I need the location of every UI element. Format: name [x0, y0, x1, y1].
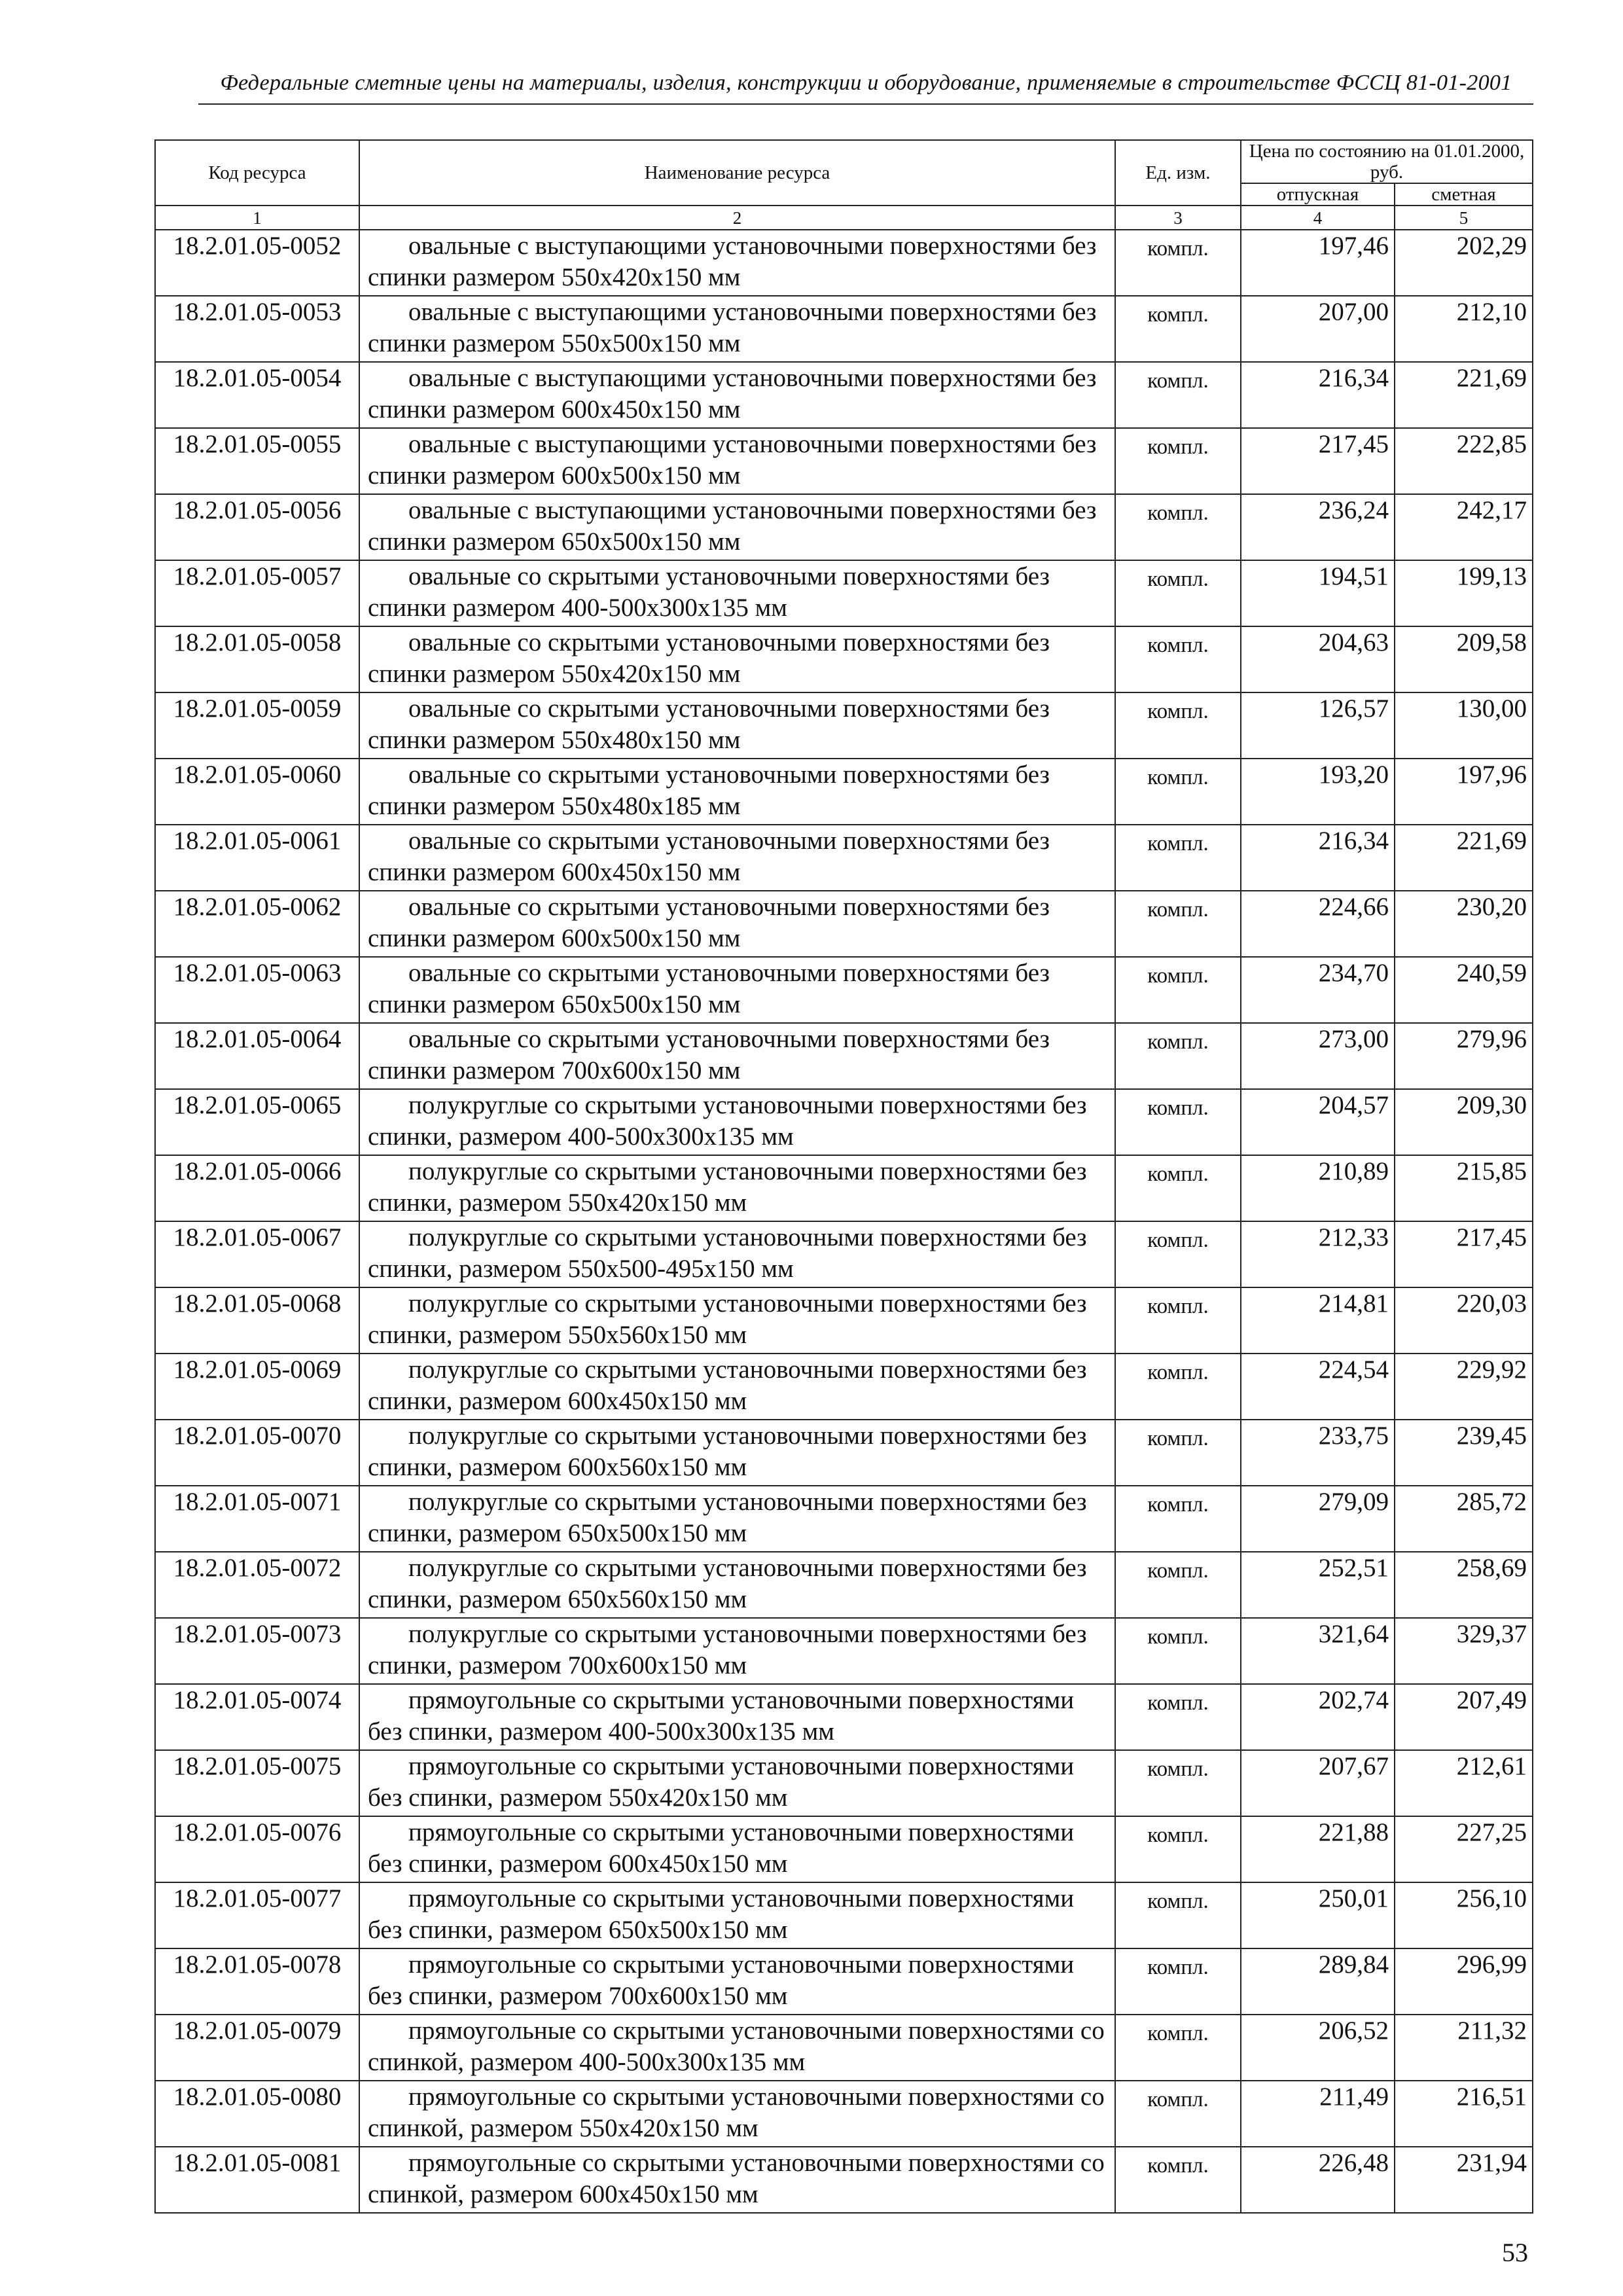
table-row [155, 1089, 1533, 1155]
release-price: 273,00 [1241, 1023, 1395, 1089]
estimate-price: 207,49 [1395, 1684, 1533, 1750]
table-row [155, 626, 1533, 692]
resource-code: 18.2.01.05-0062 [155, 891, 359, 957]
release-price: 212,33 [1241, 1221, 1395, 1287]
resource-code: 18.2.01.05-0059 [155, 692, 359, 759]
release-price: 224,54 [1241, 1354, 1395, 1420]
estimate-price: 216,51 [1395, 2081, 1533, 2147]
estimate-price: 230,20 [1395, 891, 1533, 957]
col-header-code: Код ресурса [155, 140, 359, 206]
estimate-price: 285,72 [1395, 1486, 1533, 1552]
unit-of-measure: компл. [1115, 1552, 1241, 1618]
resource-code: 18.2.01.05-0055 [155, 428, 359, 494]
resource-name: полукруглые со скрытыми установочными поверхностями без спинки, размером 600x560x150 мм [359, 1420, 1115, 1486]
resource-name: полукруглые со скрытыми установочными поверхностями без спинки, размером 600x450x150 мм [359, 1354, 1115, 1420]
resource-name: овальные со скрытыми установочными поверхностями без спинки размером 600x450x150 мм [359, 825, 1115, 891]
estimate-price: 256,10 [1395, 1882, 1533, 1948]
release-price: 202,74 [1241, 1684, 1395, 1750]
unit-of-measure: компл. [1115, 1816, 1241, 1882]
release-price: 233,75 [1241, 1420, 1395, 1486]
estimate-price: 199,13 [1395, 560, 1533, 626]
unit-of-measure: компл. [1115, 1287, 1241, 1354]
estimate-price: 227,25 [1395, 1816, 1533, 1882]
resource-name: прямоугольные со скрытыми установочными поверхностями со спинкой, размером 550x420x150 мм [359, 2081, 1115, 2147]
resource-code: 18.2.01.05-0080 [155, 2081, 359, 2147]
table-row [155, 1948, 1533, 2015]
unit-of-measure: компл. [1115, 428, 1241, 494]
table-row [155, 825, 1533, 891]
table-row [155, 1552, 1533, 1618]
resource-code: 18.2.01.05-0072 [155, 1552, 359, 1618]
header-rule [198, 103, 1533, 105]
resource-name: полукруглые со скрытыми установочными поверхностями без спинки, размером 650x500x150 мм [359, 1486, 1115, 1552]
resource-code: 18.2.01.05-0065 [155, 1089, 359, 1155]
estimate-price: 211,32 [1395, 2015, 1533, 2081]
table-row [155, 1287, 1533, 1354]
resource-code: 18.2.01.05-0068 [155, 1287, 359, 1354]
release-price: 193,20 [1241, 759, 1395, 825]
table-row [155, 494, 1533, 560]
unit-of-measure: компл. [1115, 626, 1241, 692]
release-price: 214,81 [1241, 1287, 1395, 1354]
resource-code: 18.2.01.05-0063 [155, 957, 359, 1023]
table-row [155, 1816, 1533, 1882]
unit-of-measure: компл. [1115, 825, 1241, 891]
release-price: 194,51 [1241, 560, 1395, 626]
resource-code: 18.2.01.05-0064 [155, 1023, 359, 1089]
unit-of-measure: компл. [1115, 1684, 1241, 1750]
resource-name: овальные со скрытыми установочными поверхностями без спинки размером 550x480x150 мм [359, 692, 1115, 759]
resource-code: 18.2.01.05-0056 [155, 494, 359, 560]
table-row [155, 2015, 1533, 2081]
resource-code: 18.2.01.05-0071 [155, 1486, 359, 1552]
table-row [155, 560, 1533, 626]
estimate-price: 221,69 [1395, 825, 1533, 891]
table-row [155, 1486, 1533, 1552]
release-price: 226,48 [1241, 2147, 1395, 2213]
release-price: 210,89 [1241, 1155, 1395, 1221]
unit-of-measure: компл. [1115, 759, 1241, 825]
unit-of-measure: компл. [1115, 2147, 1241, 2213]
table-row [155, 296, 1533, 362]
resource-code: 18.2.01.05-0070 [155, 1420, 359, 1486]
running-title: Федеральные сметные цены на материалы, изделия, конструкции и оборудование, применяемые в строительстве ФССЦ 81-01-2001 [220, 71, 1512, 95]
table-row [155, 2147, 1533, 2213]
unit-of-measure: компл. [1115, 1089, 1241, 1155]
table-row [155, 230, 1533, 296]
resource-name: овальные со скрытыми установочными поверхностями без спинки размером 600x500x150 мм [359, 891, 1115, 957]
estimate-price: 239,45 [1395, 1420, 1533, 1486]
resource-name: овальные со скрытыми установочными поверхностями без спинки размером 700x600x150 мм [359, 1023, 1115, 1089]
column-number: 5 [1395, 206, 1533, 230]
release-price: 289,84 [1241, 1948, 1395, 2015]
resource-code: 18.2.01.05-0067 [155, 1221, 359, 1287]
table-row [155, 1221, 1533, 1287]
resource-name: овальные со скрытыми установочными поверхностями без спинки размером 550x480x185 мм [359, 759, 1115, 825]
release-price: 217,45 [1241, 428, 1395, 494]
release-price: 206,52 [1241, 2015, 1395, 2081]
unit-of-measure: компл. [1115, 560, 1241, 626]
unit-of-measure: компл. [1115, 2081, 1241, 2147]
estimate-price: 296,99 [1395, 1948, 1533, 2015]
resource-name: прямоугольные со скрытыми установочными поверхностями без спинки, размером 400-500x300x135 мм [359, 1684, 1115, 1750]
column-number: 1 [155, 206, 359, 230]
column-number: 4 [1241, 206, 1395, 230]
resource-name: полукруглые со скрытыми установочными поверхностями без спинки, размером 400-500x300x135 мм [359, 1089, 1115, 1155]
release-price: 236,24 [1241, 494, 1395, 560]
resource-name: прямоугольные со скрытыми установочными поверхностями без спинки, размером 650x500x150 мм [359, 1882, 1115, 1948]
resource-name: прямоугольные со скрытыми установочными поверхностями со спинкой, размером 600x450x150 мм [359, 2147, 1115, 2213]
estimate-price: 220,03 [1395, 1287, 1533, 1354]
table-row [155, 1420, 1533, 1486]
release-price: 250,01 [1241, 1882, 1395, 1948]
col-header-unit: Ед. изм. [1115, 140, 1241, 206]
estimate-price: 197,96 [1395, 759, 1533, 825]
estimate-price: 215,85 [1395, 1155, 1533, 1221]
table-row [155, 1882, 1533, 1948]
release-price: 207,67 [1241, 1750, 1395, 1816]
table-row [155, 2081, 1533, 2147]
resource-code: 18.2.01.05-0057 [155, 560, 359, 626]
estimate-price: 212,10 [1395, 296, 1533, 362]
unit-of-measure: компл. [1115, 1618, 1241, 1684]
page-number: 53 [1502, 2238, 1528, 2267]
resource-code: 18.2.01.05-0058 [155, 626, 359, 692]
column-number: 2 [359, 206, 1115, 230]
release-price: 216,34 [1241, 825, 1395, 891]
resource-name: прямоугольные со скрытыми установочными поверхностями без спинки, размером 600x450x150 мм [359, 1816, 1115, 1882]
unit-of-measure: компл. [1115, 1948, 1241, 2015]
unit-of-measure: компл. [1115, 1882, 1241, 1948]
release-price: 279,09 [1241, 1486, 1395, 1552]
resource-name: прямоугольные со скрытыми установочными поверхностями без спинки, размером 700x600x150 мм [359, 1948, 1115, 2015]
resource-code: 18.2.01.05-0052 [155, 230, 359, 296]
resource-name: прямоугольные со скрытыми установочными поверхностями без спинки, размером 550x420x150 мм [359, 1750, 1115, 1816]
resource-name: полукруглые со скрытыми установочными поверхностями без спинки, размером 650x560x150 мм [359, 1552, 1115, 1618]
col-header-name: Наименование ресурса [359, 140, 1115, 206]
unit-of-measure: компл. [1115, 1750, 1241, 1816]
release-price: 204,63 [1241, 626, 1395, 692]
release-price: 126,57 [1241, 692, 1395, 759]
estimate-price: 240,59 [1395, 957, 1533, 1023]
col-header-price-estimate: сметная [1395, 183, 1533, 206]
unit-of-measure: компл. [1115, 1354, 1241, 1420]
unit-of-measure: компл. [1115, 296, 1241, 362]
table-row [155, 759, 1533, 825]
estimate-price: 229,92 [1395, 1354, 1533, 1420]
table-row [155, 362, 1533, 428]
unit-of-measure: компл. [1115, 1221, 1241, 1287]
resource-code: 18.2.01.05-0076 [155, 1816, 359, 1882]
estimate-price: 329,37 [1395, 1618, 1533, 1684]
estimate-price: 217,45 [1395, 1221, 1533, 1287]
estimate-price: 221,69 [1395, 362, 1533, 428]
resource-name: овальные со скрытыми установочными поверхностями без спинки размером 400-500x300x135 мм [359, 560, 1115, 626]
table-row [155, 1618, 1533, 1684]
resource-code: 18.2.01.05-0073 [155, 1618, 359, 1684]
estimate-price: 279,96 [1395, 1023, 1533, 1089]
unit-of-measure: компл. [1115, 1486, 1241, 1552]
release-price: 197,46 [1241, 230, 1395, 296]
release-price: 321,64 [1241, 1618, 1395, 1684]
estimate-price: 231,94 [1395, 2147, 1533, 2213]
column-number-row [155, 206, 1533, 230]
release-price: 216,34 [1241, 362, 1395, 428]
estimate-price: 130,00 [1395, 692, 1533, 759]
release-price: 204,57 [1241, 1089, 1395, 1155]
table-row [155, 1684, 1533, 1750]
col-header-price-group: Цена по состоянию на 01.01.2000, руб. [1241, 140, 1533, 183]
estimate-price: 258,69 [1395, 1552, 1533, 1618]
table-row [155, 1750, 1533, 1816]
release-price: 221,88 [1241, 1816, 1395, 1882]
estimate-price: 209,30 [1395, 1089, 1533, 1155]
table-row [155, 891, 1533, 957]
resource-code: 18.2.01.05-0061 [155, 825, 359, 891]
release-price: 207,00 [1241, 296, 1395, 362]
unit-of-measure: компл. [1115, 2015, 1241, 2081]
resource-name: овальные со скрытыми установочными поверхностями без спинки размером 550x420x150 мм [359, 626, 1115, 692]
resource-code: 18.2.01.05-0053 [155, 296, 359, 362]
resource-code: 18.2.01.05-0069 [155, 1354, 359, 1420]
resource-code: 18.2.01.05-0074 [155, 1684, 359, 1750]
estimate-price: 202,29 [1395, 230, 1533, 296]
resource-name: полукруглые со скрытыми установочными поверхностями без спинки, размером 550x500-495x150 мм [359, 1221, 1115, 1287]
resource-name: овальные с выступающими установочными поверхностями без спинки размером 600x450x150 мм [359, 362, 1115, 428]
table-row [155, 1023, 1533, 1089]
column-number: 3 [1115, 206, 1241, 230]
resource-name: овальные с выступающими установочными поверхностями без спинки размером 600x500x150 мм [359, 428, 1115, 494]
unit-of-measure: компл. [1115, 1023, 1241, 1089]
resource-name: полукруглые со скрытыми установочными поверхностями без спинки, размером 700x600x150 мм [359, 1618, 1115, 1684]
unit-of-measure: компл. [1115, 494, 1241, 560]
unit-of-measure: компл. [1115, 1420, 1241, 1486]
resource-code: 18.2.01.05-0054 [155, 362, 359, 428]
resource-code: 18.2.01.05-0060 [155, 759, 359, 825]
release-price: 224,66 [1241, 891, 1395, 957]
resource-code: 18.2.01.05-0078 [155, 1948, 359, 2015]
unit-of-measure: компл. [1115, 230, 1241, 296]
unit-of-measure: компл. [1115, 1155, 1241, 1221]
estimate-price: 222,85 [1395, 428, 1533, 494]
resource-name: овальные с выступающими установочными поверхностями без спинки размером 550x500x150 мм [359, 296, 1115, 362]
resource-code: 18.2.01.05-0079 [155, 2015, 359, 2081]
table-row [155, 692, 1533, 759]
price-table [154, 139, 1533, 2214]
resource-code: 18.2.01.05-0077 [155, 1882, 359, 1948]
resource-name: овальные с выступающими установочными поверхностями без спинки размером 650x500x150 мм [359, 494, 1115, 560]
resource-code: 18.2.01.05-0081 [155, 2147, 359, 2213]
unit-of-measure: компл. [1115, 692, 1241, 759]
resource-name: полукруглые со скрытыми установочными поверхностями без спинки, размером 550x560x150 мм [359, 1287, 1115, 1354]
resource-name: овальные со скрытыми установочными поверхностями без спинки размером 650x500x150 мм [359, 957, 1115, 1023]
unit-of-measure: компл. [1115, 891, 1241, 957]
estimate-price: 212,61 [1395, 1750, 1533, 1816]
resource-code: 18.2.01.05-0066 [155, 1155, 359, 1221]
release-price: 252,51 [1241, 1552, 1395, 1618]
unit-of-measure: компл. [1115, 957, 1241, 1023]
col-header-price-release: отпускная [1241, 183, 1395, 206]
resource-code: 18.2.01.05-0075 [155, 1750, 359, 1816]
release-price: 211,49 [1241, 2081, 1395, 2147]
unit-of-measure: компл. [1115, 362, 1241, 428]
resource-name: полукруглые со скрытыми установочными поверхностями без спинки, размером 550x420x150 мм [359, 1155, 1115, 1221]
table-row [155, 1354, 1533, 1420]
resource-name: прямоугольные со скрытыми установочными поверхностями со спинкой, размером 400-500x300x135 мм [359, 2015, 1115, 2081]
table-row [155, 957, 1533, 1023]
table-row [155, 428, 1533, 494]
table-row [155, 1155, 1533, 1221]
estimate-price: 209,58 [1395, 626, 1533, 692]
estimate-price: 242,17 [1395, 494, 1533, 560]
release-price: 234,70 [1241, 957, 1395, 1023]
resource-name: овальные с выступающими установочными поверхностями без спинки размером 550x420x150 мм [359, 230, 1115, 296]
